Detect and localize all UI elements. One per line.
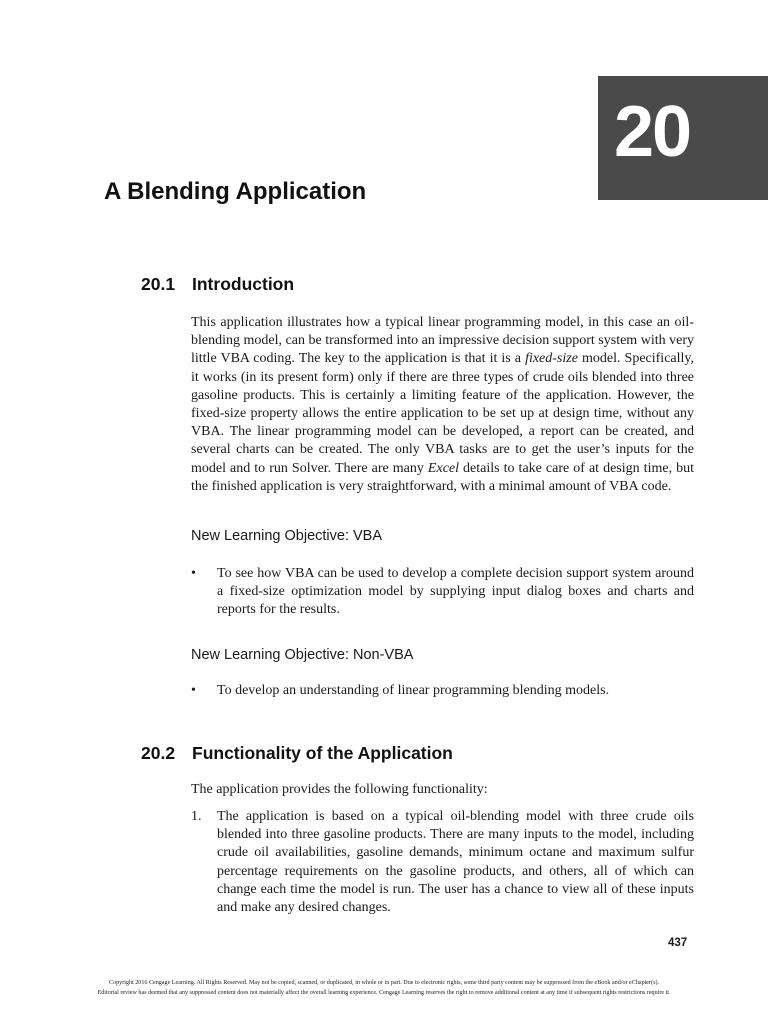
- copyright-line-2: Editorial review has deemed that any suppressed content does not materially affect the overall learning experience. Cengage Learning reserves the right to remove additional content at any time if subsequent rights restrictions require it.: [97, 990, 671, 996]
- section-number: 20.1: [141, 274, 176, 294]
- page-number: 437: [668, 937, 688, 949]
- paragraph-text: details to take care of at design time, but the finished application is very straightforward, with a minimal amount of VBA code.: [191, 460, 694, 494]
- functionality-list: [191, 808, 694, 917]
- section-number: 20.2: [141, 743, 176, 763]
- bullet-icon: •: [191, 566, 196, 581]
- list-item-text: The application is based on a typical oil-blending model with three crude oils blended into three gasoline products. There are many inputs to the model, including crude oil availabilities, gasoline demands, minimum octane and maximum sulfur percentage requirements on the gasoline products, and others, all of which can change each time the model is run. The user has a chance to view all of these inputs and make any desired changes.: [217, 809, 694, 916]
- objective-heading-non-vba: New Learning Objective: Non-VBA: [191, 647, 414, 663]
- list-item: [191, 565, 694, 620]
- introduction-paragraph: [191, 314, 694, 496]
- list-item: [191, 808, 694, 917]
- section-heading-introduction: [141, 274, 294, 295]
- section-heading-functionality: [141, 743, 453, 764]
- bullet-icon: •: [191, 683, 196, 698]
- chapter-number-box: [598, 76, 768, 200]
- list-item-number: 1.: [191, 809, 202, 824]
- list-item-text: To develop an understanding of linear programming blending models.: [217, 683, 610, 698]
- section-title: Functionality of the Application: [192, 743, 453, 763]
- list-item: [191, 682, 694, 700]
- paragraph-text: This application illustrates how a typical linear programming model, in this case an oil-blending model, can be transformed into an impressive decision support system with very little VBA coding. The key to the application is that it is a: [191, 315, 694, 367]
- functionality-intro: The application provides the following functionality:: [191, 782, 488, 797]
- chapter-title: A Blending Application: [104, 178, 367, 205]
- paragraph-text: model. Specifically, it works (in its present form) only if there are three types of crude oils blended into three gasoline products. This is certainly a limiting feature of the application. However, the fixed-size property allows the entire application to be set up at design time, without any VBA. The linear programming model can be developed, a report can be created, and several charts can be created. The only VBA tasks are to get the user’s inputs for the model and to run Solver. There are many: [191, 351, 694, 476]
- list-item-text: To see how VBA can be used to develop a complete decision support system around a fixed-size optimization model by supplying input dialog boxes and charts and reports for the results.: [217, 566, 694, 618]
- emphasis-excel: Excel: [427, 460, 460, 476]
- objective-vba-list: [191, 565, 694, 620]
- objective-heading-vba: New Learning Objective: VBA: [191, 528, 383, 544]
- emphasis-fixed-size: fixed-size: [525, 351, 578, 367]
- copyright-footer: [0, 978, 768, 998]
- chapter-number: 20: [614, 92, 691, 172]
- objective-non-vba-list: [191, 682, 694, 700]
- copyright-line-1: Copyright 2016 Cengage Learning. All Rights Reserved. May not be copied, scanned, or duplicated, in whole or in part. Due to electronic rights, some third party content may be suppressed from the eBook and/or eChapter(s).: [109, 980, 659, 986]
- section-title: Introduction: [192, 274, 295, 294]
